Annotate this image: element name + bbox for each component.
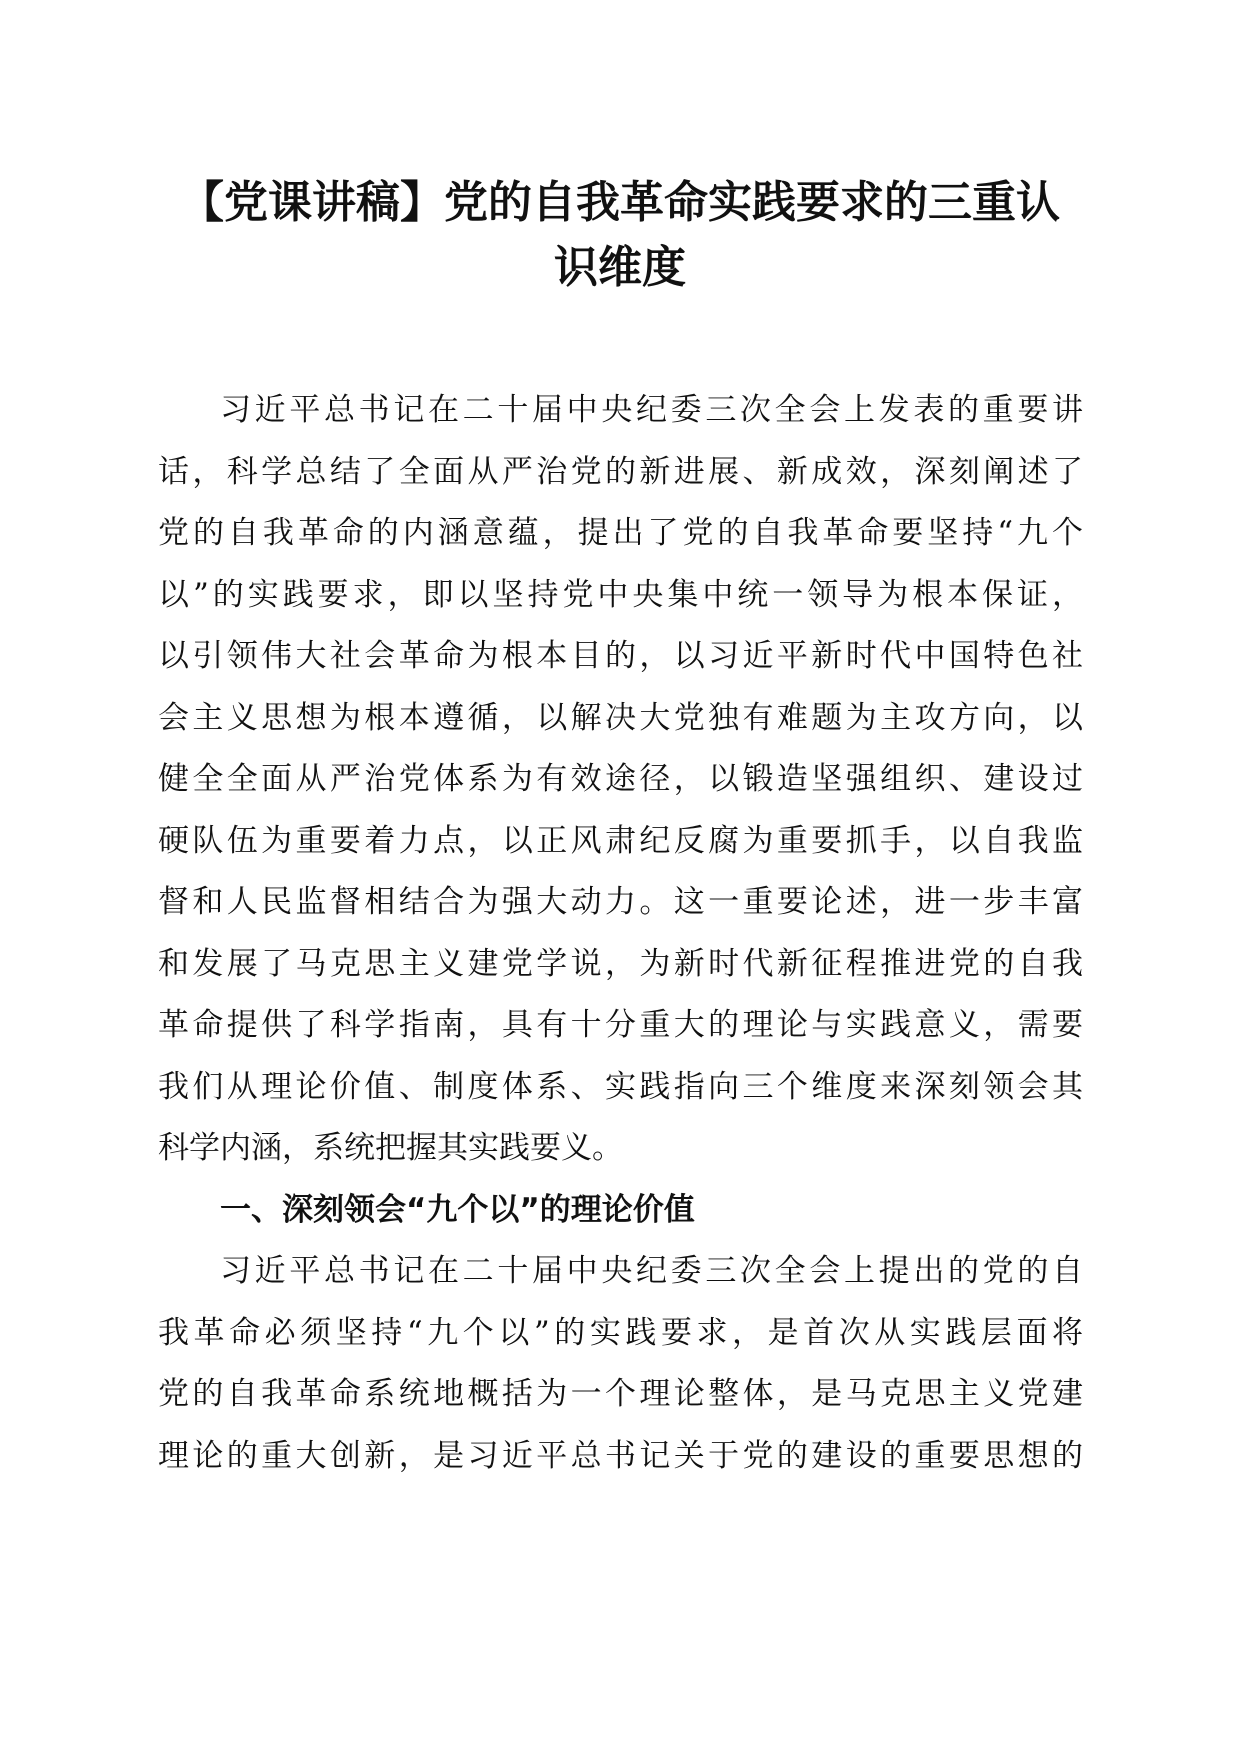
paragraph-line: 习近平总书记在二十届中央纪委三次全会上发表的重要讲 [220,392,1083,428]
paragraph-line: 硬队伍为重要着力点，以正风肃纪反腐为重要抓手，以自我监 [158,822,1083,859]
paragraph-line: 党的自我革命系统地概括为一个理论整体，是马克思主义党建 [158,1376,1083,1412]
paragraph-line: 我革命必须坚持“九个以”的实践要求，是首次从实践层面将 [158,1314,1083,1351]
paragraph-line: 以引领伟大社会革命为根本目的，以习近平新时代中国特色社 [158,638,1083,674]
paragraph-line: 以”的实践要求，即以坚持党中央集中统一领导为根本保证， [158,576,1083,613]
paragraph-intro [158,380,1083,1180]
title-line: 【党课讲稿】党的自我革命实践要求的三重认 [180,177,1060,228]
paragraph-line: 革命提供了科学指南，具有十分重大的理论与实践意义，需要 [158,1007,1083,1043]
paragraph-line: 和发展了马克思主义建党学说，为新时代新征程推进党的自我 [158,945,1083,982]
paragraph-line: 习近平总书记在二十届中央纪委三次全会上提出的党的自 [220,1253,1083,1289]
paragraph-line: 科学内涵，系统把握其实践要义。 [158,1130,623,1166]
paragraph-section1 [158,1241,1083,1487]
paragraph-line: 督和人民监督相结合为强大动力。这一重要论述，进一步丰富 [158,884,1083,920]
section-heading [158,1180,1083,1242]
heading-text: 一、深刻领会“九个以”的理论价值 [220,1191,695,1228]
paragraph-line: 健全全面从严治党体系为有效途径，以锻造坚强组织、建设过 [158,761,1083,797]
paragraph-line: 党的自我革命的内涵意蕴，提出了党的自我革命要坚持“九个 [158,515,1083,551]
title-line: 识维度 [554,242,686,293]
paragraph-line: 话，科学总结了全面从严治党的新进展、新成效，深刻阐述了 [158,453,1083,490]
document-body [158,380,1083,1487]
paragraph-line: 我们从理论价值、制度体系、实践指向三个维度来深刻领会其 [158,1068,1083,1105]
paragraph-line: 会主义思想为根本遵循，以解决大党独有难题为主攻方向，以 [158,699,1083,736]
document-title [140,170,1100,300]
paragraph-line: 理论的重大创新，是习近平总书记关于党的建设的重要思想的 [158,1437,1083,1474]
